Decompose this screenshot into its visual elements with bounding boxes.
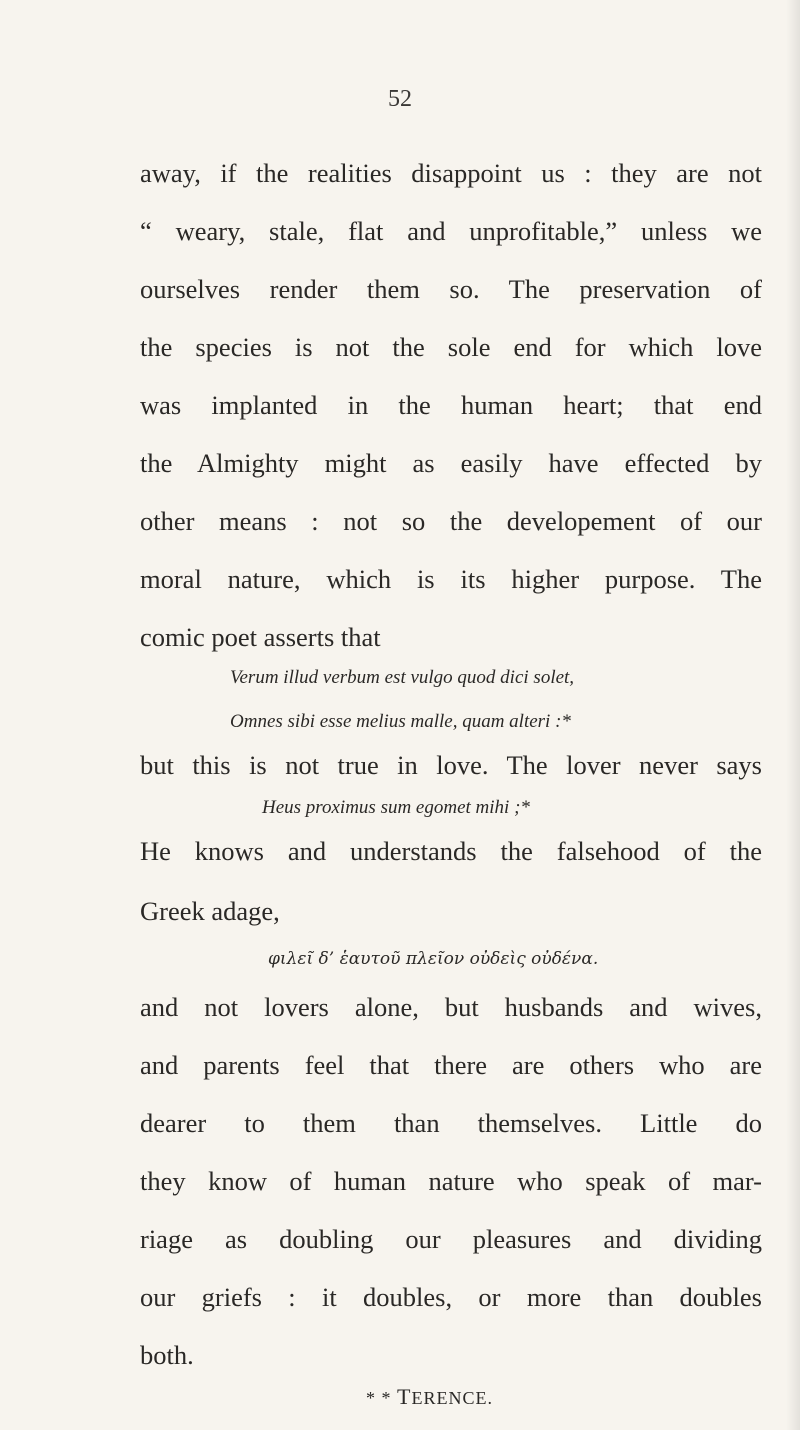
verse-line: Verum illud verbum est vulgo quod dici solet, (230, 667, 575, 688)
body-line: “ weary, stale, flat and unprofitable,” unless we (140, 216, 762, 246)
body-line: the species is not the sole end for which love (140, 332, 762, 362)
body-line: but this is not true in love. The lover never says (140, 750, 762, 780)
body-line: away, if the realities disappoint us : they are not (140, 158, 762, 188)
page-edge-shadow (786, 0, 800, 1430)
body-line: other means : not so the developement of our (140, 506, 762, 536)
body-line: riage as doubling our pleasures and dividing (140, 1224, 762, 1254)
body-line: comic poet asserts that (140, 622, 381, 652)
footnote-marks: * * (366, 1388, 392, 1408)
body-line: the Almighty might as easily have effected by (140, 448, 762, 478)
verse-line: Heus proximus sum egomet mihi ;* (262, 797, 530, 818)
body-line: they know of human nature who speak of mar- (140, 1166, 762, 1196)
footnote-rest: ERENCE. (411, 1388, 493, 1408)
body-line: ourselves render them so. The preservation of (140, 274, 762, 304)
body-line: moral nature, which is its higher purpose. The (140, 564, 762, 594)
body-line: Greek adage, (140, 896, 280, 926)
body-line: our griefs : it doubles, or more than doubles (140, 1282, 762, 1312)
verse-line: Omnes sibi esse melius malle, quam alteri :* (230, 711, 571, 732)
body-line: He knows and understands the falsehood of the (140, 836, 762, 866)
page-number: 52 (388, 86, 412, 112)
body-line: was implanted in the human heart; that end (140, 390, 762, 420)
greek-quote: φιλεῖ δ’ ἑαυτοῦ πλεῖον οὐδεὶς οὐδένα. (268, 949, 599, 969)
body-line: both. (140, 1340, 194, 1370)
body-line: dearer to them than themselves. Little do (140, 1108, 762, 1138)
footnote-initial: T (397, 1384, 412, 1409)
body-line: and not lovers alone, but husbands and wives, (140, 992, 762, 1022)
footnote (366, 1384, 493, 1410)
body-line: and parents feel that there are others who are (140, 1050, 762, 1080)
